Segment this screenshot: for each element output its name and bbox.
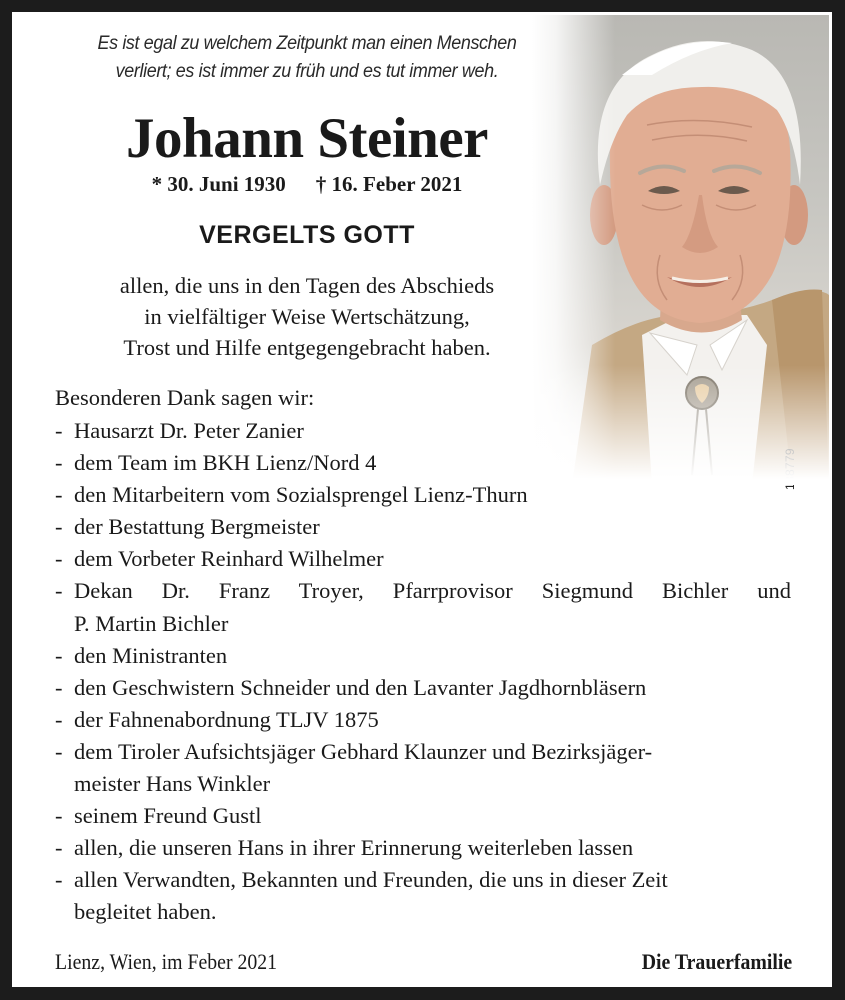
quote-line: Es ist egal zu welchem Zeitpunkt man einen Menschen — [97, 32, 517, 54]
list-item: - allen, die unseren Hans in ihrer Erinnerung weiterleben lassen — [55, 832, 791, 864]
bullet-dash: - — [55, 674, 63, 700]
bullet-dash: - — [55, 418, 63, 443]
place-and-date: Lienz, Wien, im Feber 2021 — [55, 949, 278, 974]
portrait-illustration — [532, 15, 829, 485]
bullet-dash: - — [55, 835, 63, 861]
list-item: - Hausarzt Dr. Peter Zanier — [55, 415, 791, 447]
bullet-dash: - — [55, 578, 63, 604]
quote-line: verliert; es ist immer zu früh und es tut immer weh. — [115, 60, 499, 82]
portrait-photo — [532, 15, 829, 485]
bullet-dash: - — [55, 514, 63, 540]
list-item: - dem Team im BKH Lienz/Nord 4 — [55, 447, 791, 479]
life-dates — [52, 170, 562, 198]
bullet-dash: - — [55, 546, 63, 572]
bullet-dash: - — [55, 450, 63, 476]
list-item: - seinem Freund Gustl — [55, 800, 791, 832]
signature: Die Trauerfamilie — [641, 949, 792, 974]
bullet-dash: - — [55, 867, 63, 893]
list-item: - den Mitarbeitern vom Sozialsprengel Lienz-Thurn — [55, 479, 791, 511]
bullet-dash: - — [55, 706, 63, 732]
bullet-dash: - — [55, 738, 63, 764]
list-item: - den Ministranten — [55, 640, 791, 672]
list-item: - dem Vorbeter Reinhard Wilhelmer — [55, 543, 791, 575]
thanks-line: Trost und Hilfe entgegengebracht haben. — [123, 335, 491, 360]
thanks-line: in vielfältiger Weise Wertschätzung, — [144, 304, 470, 329]
list-item: - allen Verwandten, Bekannten und Freunden, die uns in dieser Zeit begleitet haben. — [55, 864, 791, 928]
obituary-card — [12, 12, 832, 987]
special-thanks-intro: Besonderen Dank sagen wir: — [55, 385, 315, 410]
bullet-dash: - — [55, 642, 63, 668]
deceased-name: Johann Steiner — [126, 107, 488, 170]
list-item: - Dekan Dr. Franz Troyer, Pfarrprovisor Siegmund Bichler und P. Martin Bichler — [55, 575, 791, 639]
special-thanks-list — [55, 415, 791, 929]
bullet-dash: - — [55, 482, 63, 508]
thanks-heading: VERGELTS GOTT — [199, 221, 415, 249]
list-item: - der Fahnenabordnung TLJV 1875 — [55, 704, 791, 736]
memorial-quote — [63, 29, 551, 85]
list-item: - den Geschwistern Schneider und den Lavanter Jagdhornbläsern — [55, 672, 791, 704]
thanks-message — [52, 270, 562, 363]
bullet-dash: - — [55, 803, 63, 829]
birth-date: * 30. Juni 1930 — [151, 172, 286, 196]
list-item: - dem Tiroler Aufsichtsjäger Gebhard Klaunzer und Bezirksjäger- meister Hans Winkler — [55, 736, 791, 800]
death-date: † 16. Feber 2021 — [315, 172, 463, 196]
thanks-line: allen, die uns in den Tagen des Abschieds — [119, 273, 495, 298]
list-item: - der Bestattung Bergmeister — [55, 511, 791, 543]
